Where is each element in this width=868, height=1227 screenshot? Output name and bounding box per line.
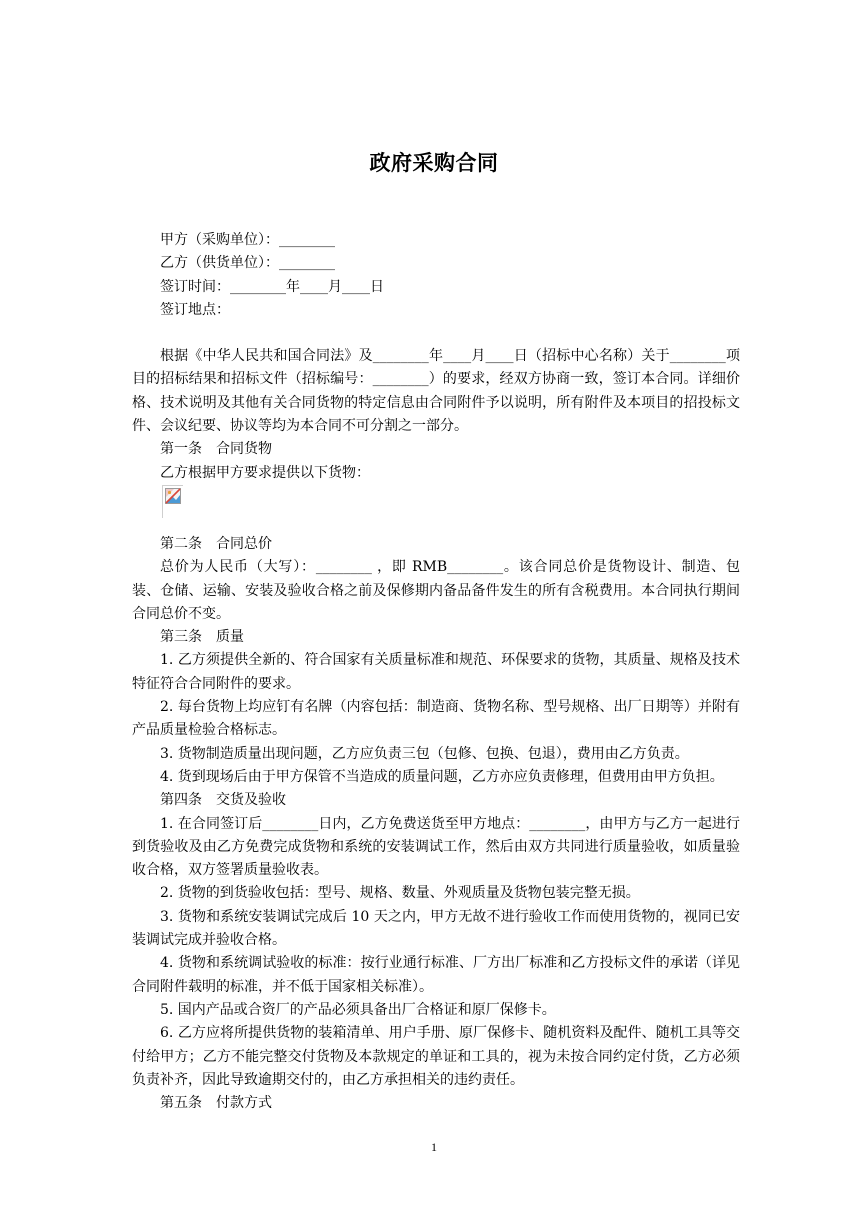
- article3-item: 4. 货到现场后由于甲方保管不当造成的质量问题，乙方亦应负责修理，但费用由甲方负担。: [160, 768, 724, 785]
- article5-heading: 第五条 付款方式: [160, 1095, 272, 1112]
- article4-item: 3. 货物和系统安装调试完成后 10 天之内，甲方无故不进行验收工作而使用货物的，视同已安装调试完成并验收合格。: [132, 908, 740, 949]
- signing-date-field: 签订时间：________年____月____日: [160, 278, 384, 295]
- party-a-field: 甲方（采购单位）：________: [160, 232, 335, 248]
- article4-item: 4. 货物和系统调试验收的标准：按行业通行标准、厂方出厂标准和乙方投标文件的承诺（详见合同附件载明的标准，并不低于国家相关标准）。: [132, 955, 740, 995]
- document-title: 政府采购合同: [369, 150, 499, 175]
- signing-place-field: 签订地点：: [160, 301, 230, 318]
- article4-heading: 第四条 交货及验收: [160, 792, 286, 809]
- broken-image-icon: [165, 488, 181, 504]
- goods-image-placeholder: [162, 485, 192, 521]
- article4-item: 6. 乙方应将所提供货物的装箱清单、用户手册、原厂保修卡、随机资料及配件、随机工具等交付给甲方；乙方不能完整交付货物及本款规定的单证和工具的，视为未按合同约定付货，乙方必须负责补齐，因此导致逾期交付的，由乙方承担相关的违约责任。: [132, 1025, 740, 1088]
- article4-item: 5. 国内产品或合资厂的产品必须具备出厂合格证和原厂保修卡。: [160, 1001, 556, 1018]
- article2-heading: 第二条 合同总价: [160, 535, 272, 552]
- article4-item: 1. 在合同签订后________日内，乙方免费送货至甲方地点：________，由甲方与乙方一起进行到货验收及由乙方免费完成货物和系统的安装调试工作，然后由双方共同进行质量验收，如质量验收合格，双方签署质量验收表。: [132, 815, 740, 879]
- spacer: [132, 322, 740, 345]
- party-b-field: 乙方（供货单位）：________: [160, 255, 335, 272]
- intro-paragraph: 根据《中华人民共和国合同法》及________年____月____日（招标中心名称）关于________项目的招标结果和招标文件（招标编号：________）的要求，经双方协商一致，签订本合同。详细价格、技术说明及其他有关合同货物的特定信息由合同附件予以说明，所有附件及本项目的招投标文件、会议纪要、协议等均为本合同不可分割之一部分。: [132, 348, 740, 435]
- article3-item: 1. 乙方须提供全新的、符合国家有关质量标准和规范、环保要求的货物，其质量、规格及技术特征符合合同附件的要求。: [132, 652, 740, 692]
- spacer: [132, 521, 740, 533]
- article1-text: 乙方根据甲方要求提供以下货物：: [160, 464, 370, 481]
- article3-heading: 第三条 质量: [160, 629, 244, 646]
- article2-text: 总价为人民币（大写）：________ ，即 RMB________。该合同总价是货物设计、制造、包装、仓储、运输、安装及验收合格之前及保修期内备品备件发生的所有含税费用。本合同执行期间合同总价不变。: [132, 559, 740, 622]
- article1-heading: 第一条 合同货物: [160, 441, 272, 458]
- article3-item: 2. 每台货物上均应钉有名牌（内容包括：制造商、货物名称、型号规格、出厂日期等）并附有产品质量检验合格标志。: [132, 699, 740, 739]
- article4-item: 2. 货物的到货验收包括：型号、规格、数量、外观质量及货物包装完整无损。: [160, 885, 640, 902]
- article3-item: 3. 货物制造质量出现问题，乙方应负责三包（包修、包换、包退），费用由乙方负责。: [160, 745, 689, 762]
- document-body: [132, 229, 740, 1115]
- page-number: 1: [431, 1140, 437, 1154]
